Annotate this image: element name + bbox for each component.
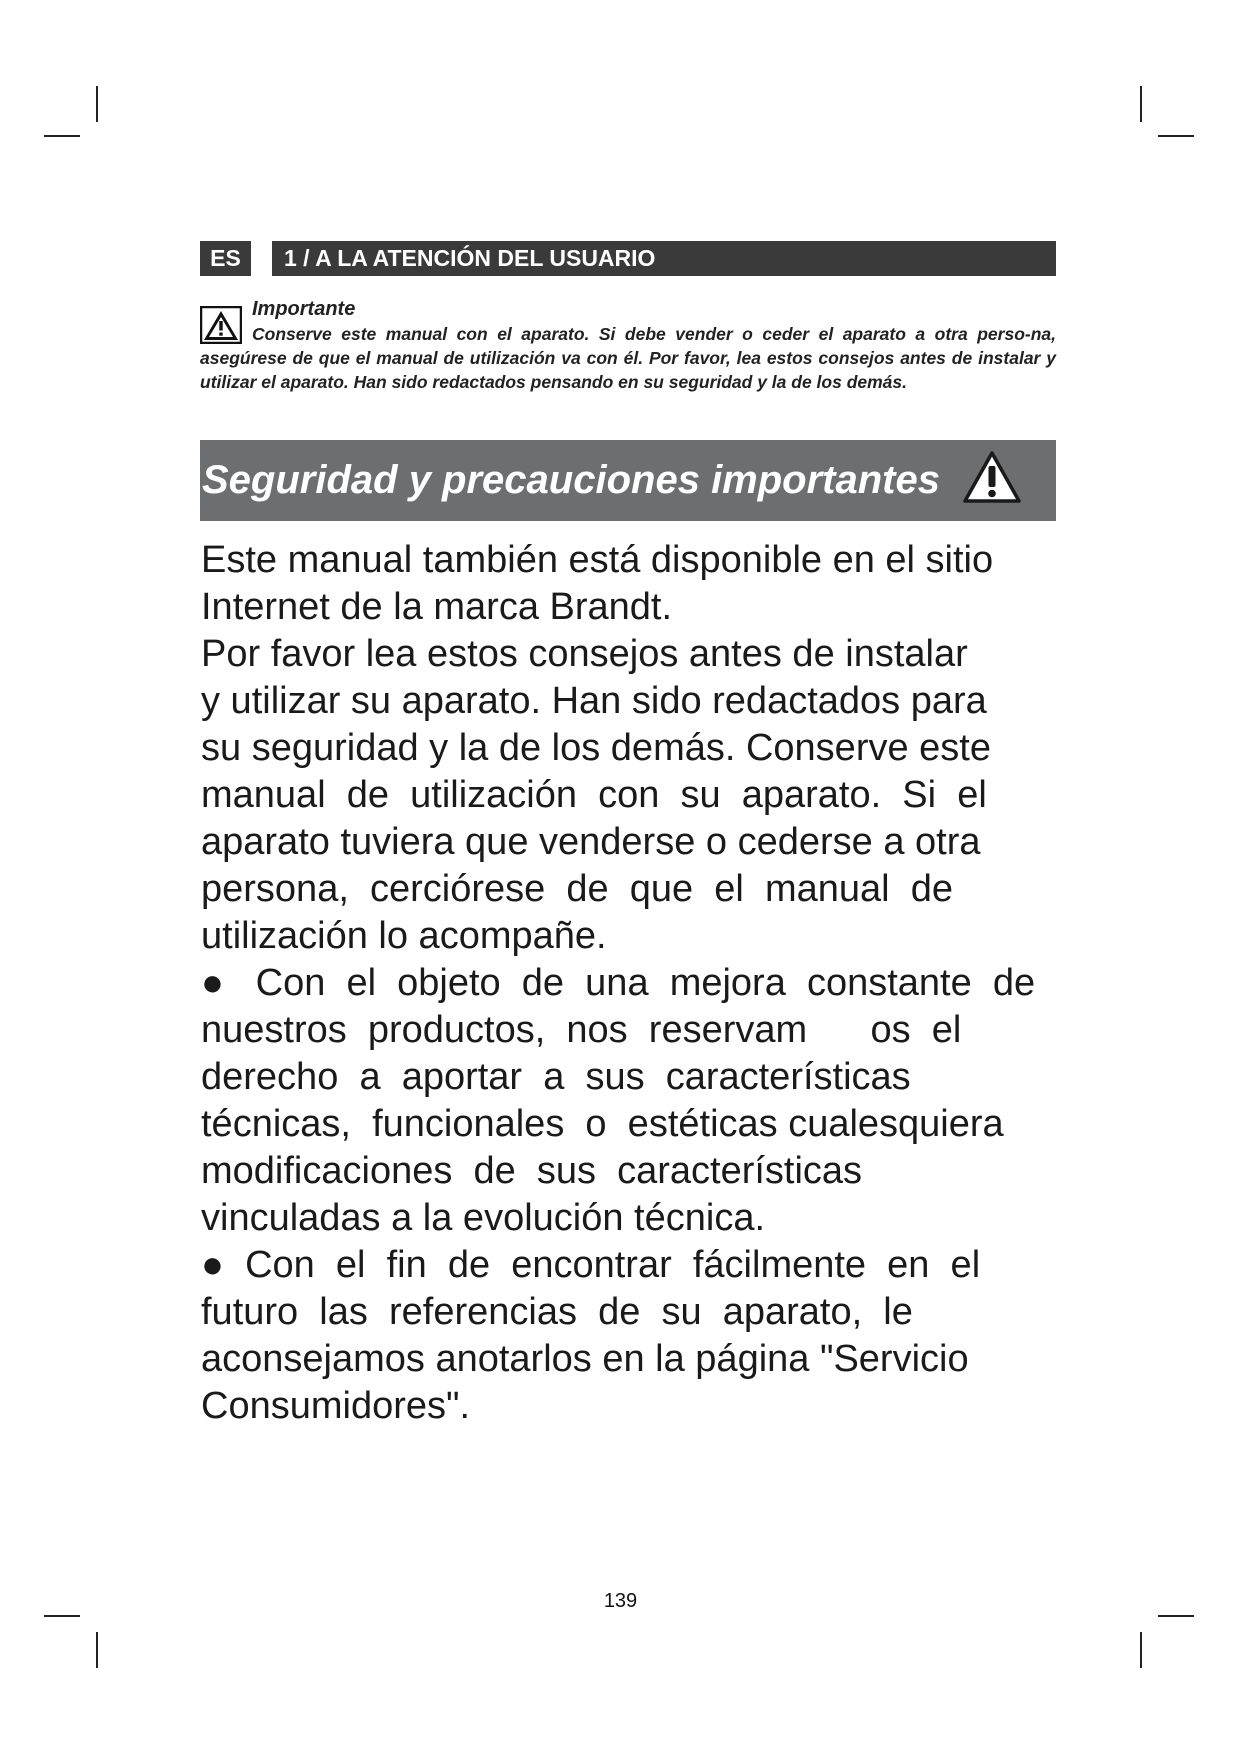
- important-label: Importante: [252, 298, 356, 320]
- body-line: aparato tuviera que venderse o cederse a otra: [201, 821, 981, 863]
- crop-mark: [1140, 1632, 1142, 1668]
- body-line: Este manual también está disponible en el sitio: [201, 539, 994, 581]
- crop-mark: [1140, 86, 1142, 122]
- body-line: vinculadas a la evolución técnica.: [201, 1197, 766, 1239]
- body-line: modificaciones de sus características: [201, 1150, 863, 1192]
- page-number: 139: [603, 1590, 638, 1612]
- crop-mark: [96, 1632, 98, 1668]
- body-line: persona, cerciórese de que el manual de: [201, 868, 954, 910]
- body-line: utilización lo acompañe.: [201, 915, 607, 957]
- body-line: manual de utilización con su aparato. Si el: [201, 774, 987, 816]
- body-line: su seguridad y la de los demás. Conserve este: [201, 727, 991, 769]
- body-line: Internet de la marca Brandt.: [201, 586, 673, 628]
- section-title: 1 / A LA ATENCIÓN DEL USUARIO: [272, 241, 1056, 276]
- banner-title: Seguridad y precauciones importantes: [202, 458, 940, 502]
- crop-mark: [1158, 135, 1194, 137]
- body-text: [201, 537, 1121, 1430]
- body-line: futuro las referencias de su aparato, le: [201, 1291, 913, 1333]
- bullet-line: ● Con el objeto de una mejora constante de: [201, 962, 1036, 1004]
- safety-banner: [200, 440, 1056, 521]
- crop-mark: [44, 1615, 80, 1617]
- important-text: Conserve este manual con el aparato. Si debe vender o ceder el aparato a otra perso-na, asegúrese de que el manual de utilización va con él. Por favor, lea estos consejos antes de instalar y utilizar el aparato. Han sido redactados pensando en su seguridad y la de los demás.: [200, 324, 1056, 392]
- body-line: técnicas, funcionales o estéticas cualesquiera: [201, 1103, 1004, 1145]
- crop-mark: [44, 135, 80, 137]
- body-line: y utilizar su aparato. Han sido redactados para: [201, 680, 987, 722]
- body-line: Consumidores".: [201, 1385, 471, 1427]
- body-line: derecho a aportar a sus características: [201, 1056, 911, 1098]
- section-header: [200, 241, 1056, 276]
- crop-mark: [1158, 1615, 1194, 1617]
- language-tag: ES: [200, 241, 251, 276]
- crop-mark: [96, 86, 98, 122]
- warning-triangle-icon: [962, 450, 1022, 505]
- body-line: nuestros productos, nos reservam os el: [201, 1009, 962, 1051]
- bullet-line: ● Con el fin de encontrar fácilmente en el: [201, 1244, 981, 1286]
- body-line: Por favor lea estos consejos antes de instalar: [201, 633, 968, 675]
- body-line: aconsejamos anotarlos en la página "Servicio: [201, 1338, 969, 1380]
